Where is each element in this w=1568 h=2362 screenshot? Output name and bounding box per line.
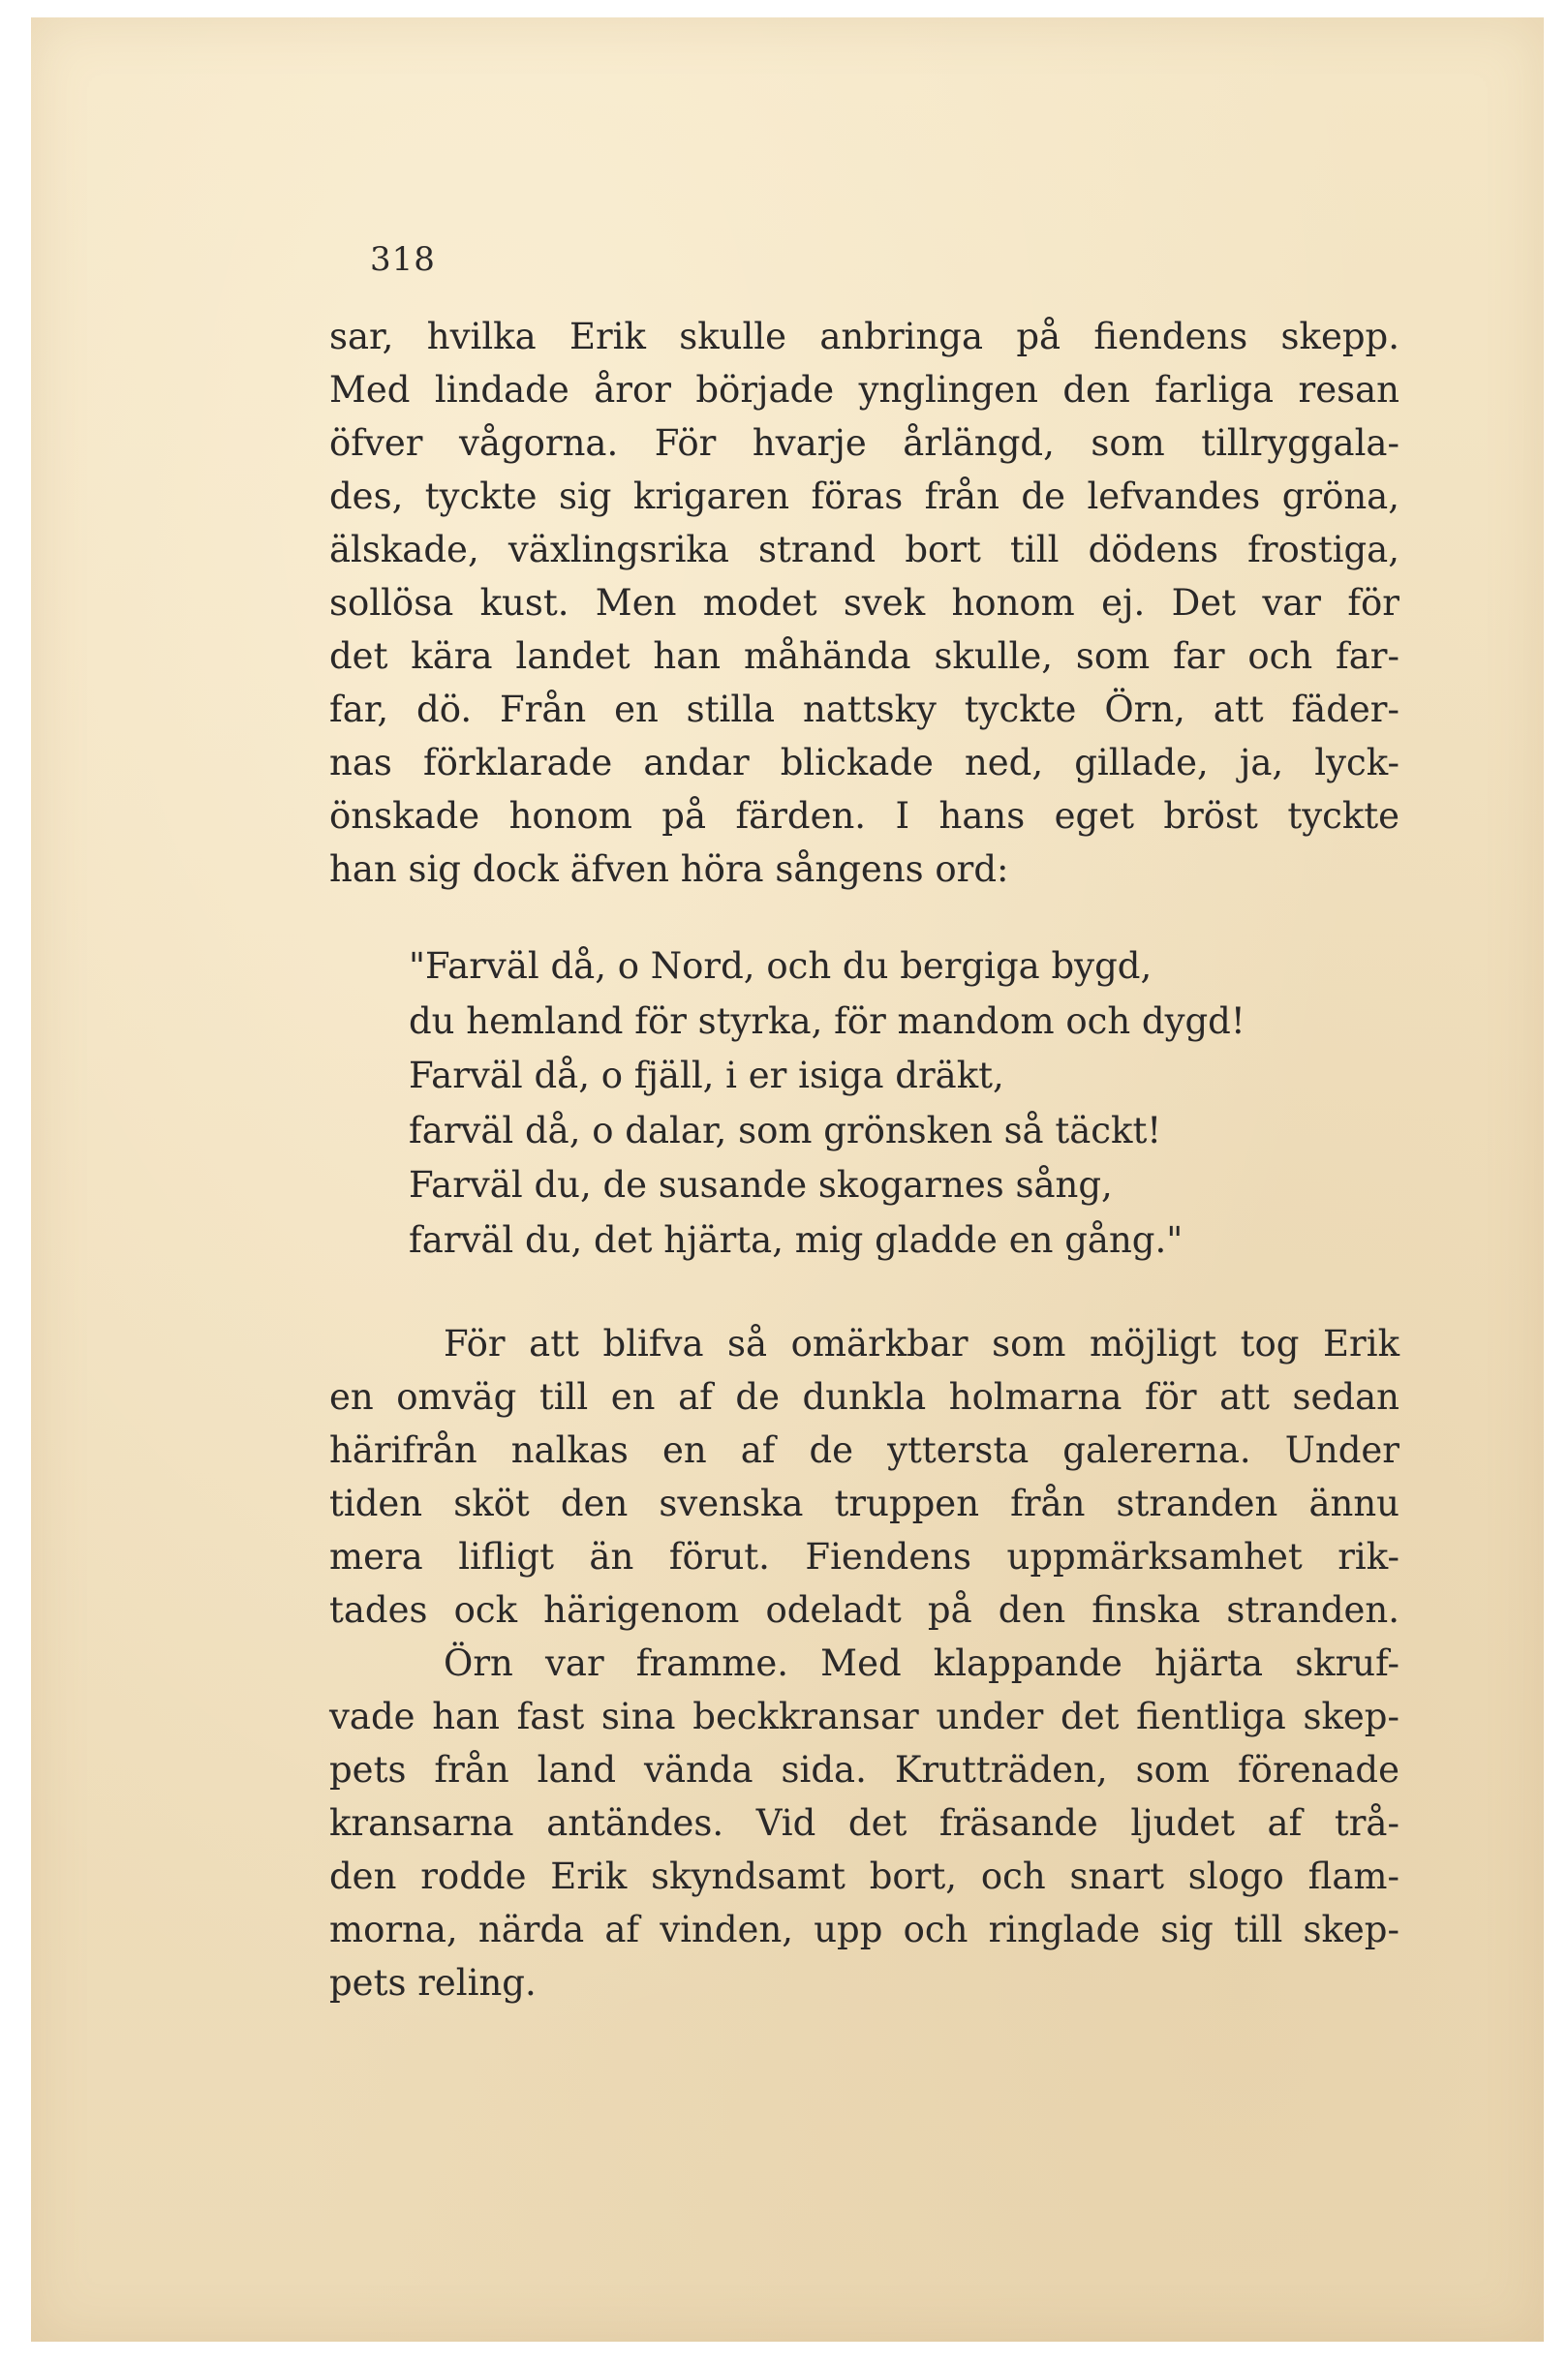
text-line: härifrån nalkas en af de yttersta galererna. Under [329, 1429, 1399, 1471]
text-line: des, tyckte sig krigaren föras från de lefvandes gröna, [329, 475, 1399, 517]
text-line: Örn var framme. Med klappande hjärta skruf- [444, 1642, 1399, 1684]
text-line: pets reling. [329, 1962, 537, 2004]
text-line: en omväg till en af de dunkla holmarna för att sedan [329, 1376, 1399, 1418]
text-line: öfver vågorna. För hvarje årlängd, som tillryggala- [329, 422, 1399, 464]
text-line: morna, närda af vinden, upp och ringlade sig till skep- [329, 1909, 1399, 1950]
verse-line: "Farväl då, o Nord, och du bergiga bygd, [409, 945, 1153, 987]
text-line: tiden sköt den svenska truppen från stranden ännu [329, 1483, 1399, 1524]
text-line: älskade, växlingsrika strand bort till dödens frostiga, [329, 529, 1399, 570]
verse-line: du hemland för styrka, för mandom och dygd! [409, 999, 1245, 1042]
text-line: tades ock härigenom odeladt på den finska stranden. [329, 1589, 1399, 1631]
text-line: vade han fast sina beckkransar under det fientliga skep- [329, 1696, 1399, 1737]
text-line: han sig dock äfven höra sångens ord: [329, 848, 1009, 890]
poem-verse [409, 939, 1245, 1268]
text-line: Med lindade åror började ynglingen den farliga resan [329, 369, 1399, 411]
text-line: mera lifligt än förut. Fiendens uppmärksamhet rik- [329, 1536, 1399, 1578]
text-line: kransarna antändes. Vid det fräsande ljudet af trå- [329, 1802, 1399, 1844]
verse-line: Farväl du, de susande skogarnes sång, [409, 1164, 1113, 1206]
text-line: det kära landet han måhända skulle, som far och far- [329, 635, 1399, 677]
verse-line: Farväl då, o fjäll, i er isiga dräkt, [409, 1055, 1004, 1096]
text-line: sollösa kust. Men modet svek honom ej. Det var för [329, 582, 1399, 624]
paragraph-1 [329, 310, 1399, 896]
verse-line: farväl då, o dalar, som grönsken så täckt! [409, 1109, 1162, 1151]
text-line: nas förklarade andar blickade ned, gillade, ja, lyck- [329, 742, 1399, 783]
page-number: 318 [370, 240, 436, 279]
text-line: pets från land vända sida. Krutträden, som förenade [329, 1749, 1399, 1791]
paragraph-2 [329, 1317, 1399, 2009]
verse-line: farväl du, det hjärta, mig gladde en gång." [409, 1218, 1184, 1261]
text-line: önskade honom på färden. I hans eget bröst tyckte [329, 795, 1399, 837]
text-line: far, dö. Från en stilla nattsky tyckte Örn, att fäder- [329, 689, 1399, 730]
book-page [31, 17, 1544, 2342]
text-line: sar, hvilka Erik skulle anbringa på fiendens skepp. [329, 316, 1399, 357]
text-line: För att blifva så omärkbar som möjligt tog Erik [444, 1323, 1399, 1365]
text-line: den rodde Erik skyndsamt bort, och snart slogo flam- [329, 1856, 1399, 1897]
